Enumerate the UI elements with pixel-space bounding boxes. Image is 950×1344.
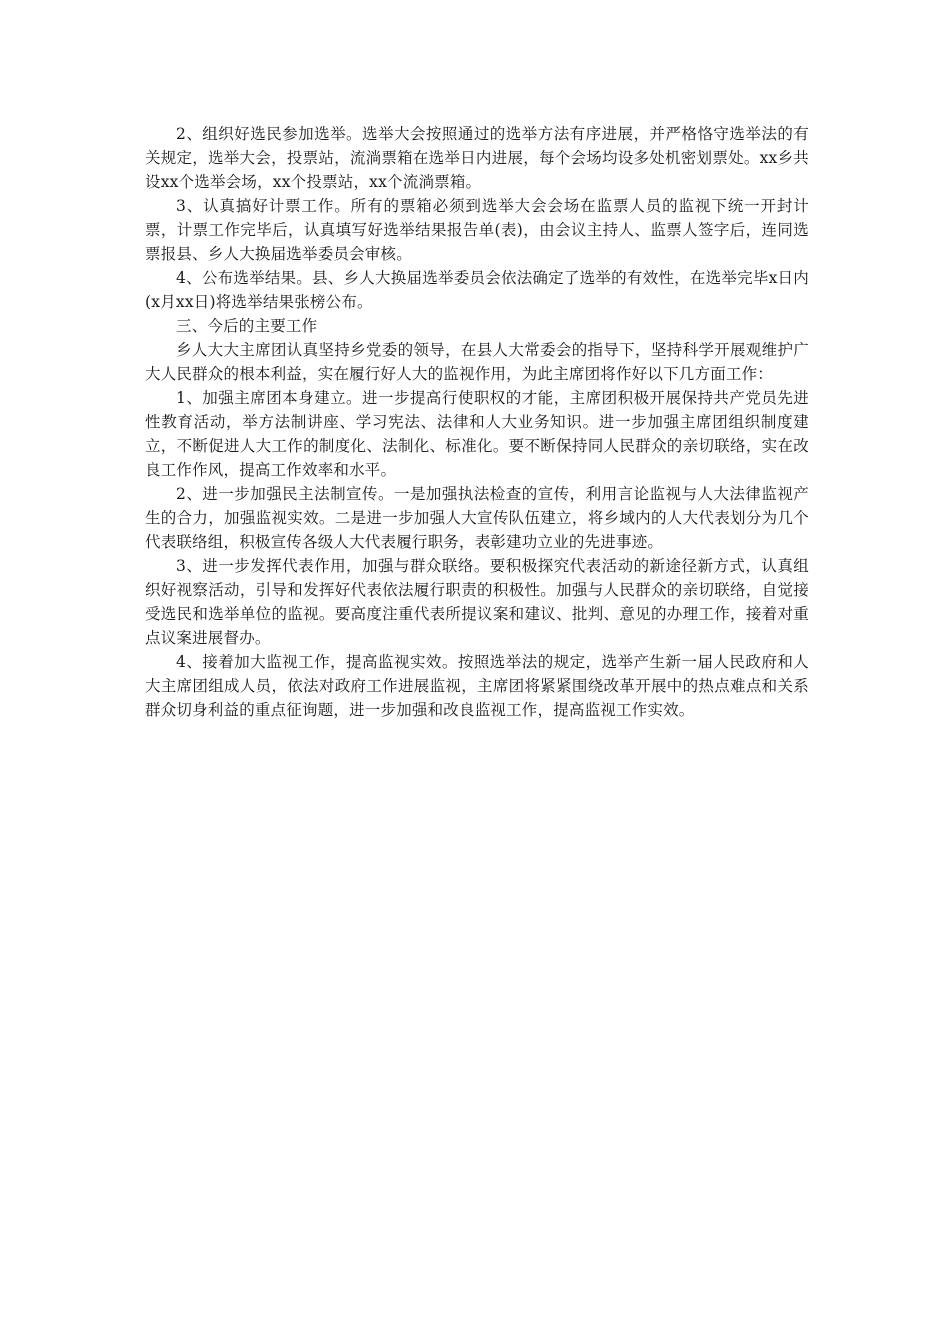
paragraph-deputy-role: 3、进一步发挥代表作用，加强与群众联络。要积极探究代表活动的新途径新方式，认真组织好视察活动，引导和发挥好代表依法履行职责的积极性。加强与人民群众的亲切联络，自觉接受选民和选举单位的监视。要高度注重代表所提议案和建议、批判、意见的办理工作，接着对重点议案进展督办。	[145, 557, 809, 647]
paragraph-announce-results: 4、公布选举结果。县、乡人大换届选举委员会依法确定了选举的有效性，在选举完毕x日内(x月xx日)将选举结果张榜公布。	[145, 269, 809, 311]
paragraph-organize-voters: 2、组织好选民参加选举。选举大会按照通过的选举方法有序进展，并严格恪守选举法的有关规定，选举大会，投票站，流淌票箱在选举日内进展，每个会场均设多处机密划票处。xx乡共设xx个选举会场，xx个投票站，xx个流淌票箱。	[145, 125, 809, 191]
paragraph-presidium-building: 1、加强主席团本身建立。进一步提高行使职权的才能，主席团积极开展保持共产党员先进性教育活动，举方法制讲座、学习宪法、法律和人大业务知识。进一步加强主席团组织制度建立，不断促进人大工作的制度化、法制化、标准化。要不断保持同人民群众的亲切联络，实在改良工作作风，提高工作效率和水平。	[145, 389, 809, 479]
paragraph-future-intro: 乡人大大主席团认真坚持乡党委的领导，在县人大常委会的指导下，坚持科学开展观维护广大人民群众的根本利益，实在履行好人大的监视作用，为此主席团将作好以下几方面工作：	[145, 341, 809, 383]
paragraph-vote-counting: 3、认真搞好计票工作。所有的票箱必须到选举大会会场在监票人员的监视下统一开封计票，计票工作完毕后，认真填写好选举结果报告单(表)，由会议主持人、监票人签字后，连同选票报县、乡人大换届选举委员会审核。	[145, 197, 809, 263]
document-body	[145, 122, 809, 722]
section-heading-future-work: 三、今后的主要工作	[176, 317, 318, 335]
paragraph-supervision: 4、接着加大监视工作，提高监视实效。按照选举法的规定，选举产生新一届人民政府和人大主席团组成人员，依法对政府工作进展监视，主席团将紧紧围绕改革开展中的热点难点和关系群众切身利益的重点征询题，进一步加强和改良监视工作，提高监视工作实效。	[145, 653, 809, 719]
paragraph-legal-publicity: 2、进一步加强民主法制宣传。一是加强执法检查的宣传，利用言论监视与人大法律监视产生的合力，加强监视实效。二是进一步加强人大宣传队伍建立，将乡域内的人大代表划分为几个代表联络组，积极宣传各级人大代表履行职务，表彰建功立业的先进事迹。	[145, 485, 809, 551]
